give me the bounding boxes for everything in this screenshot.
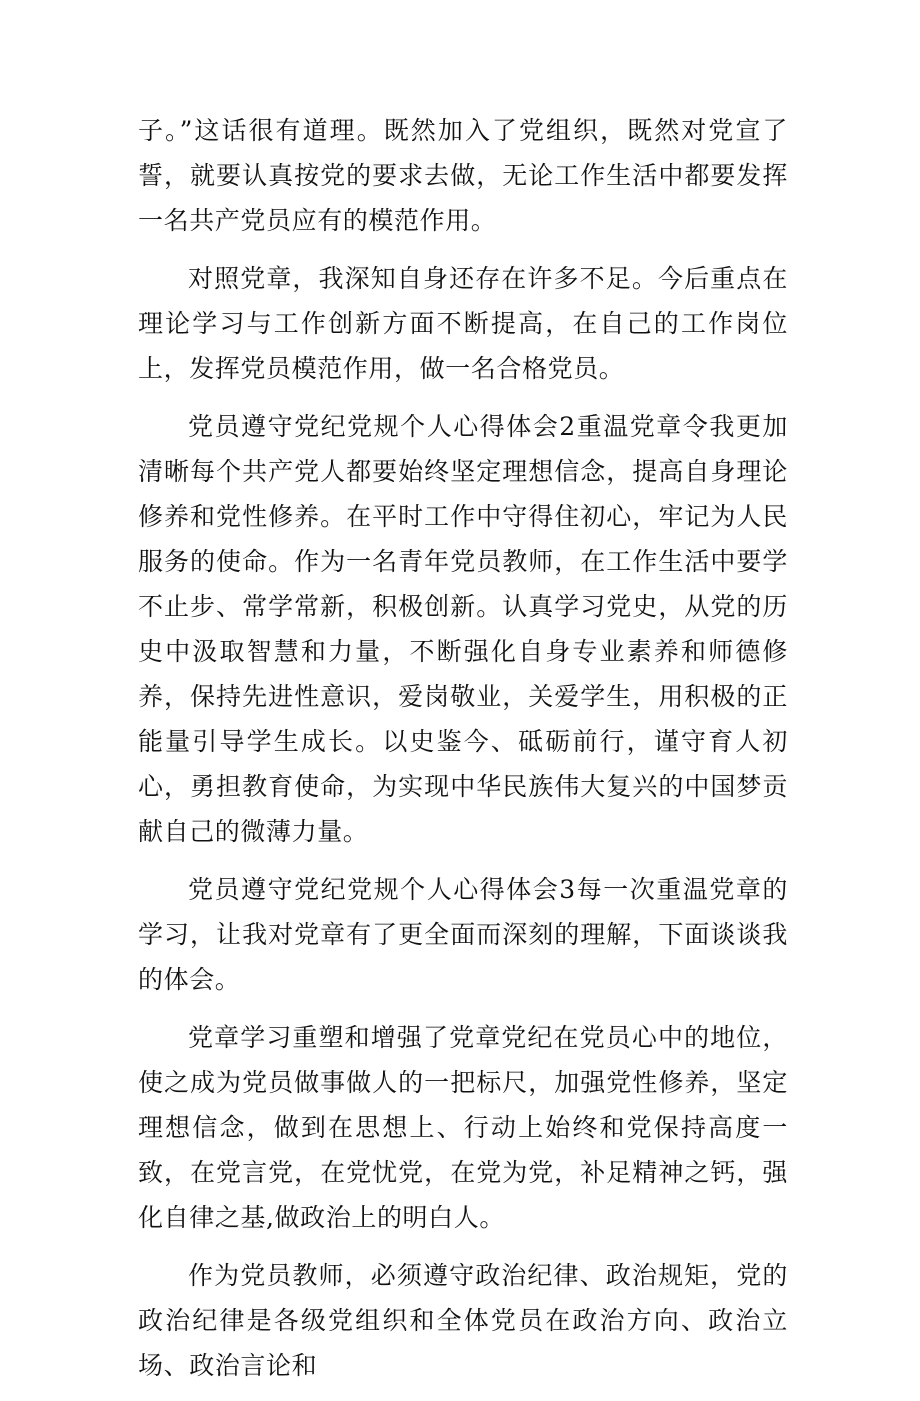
paragraph-4: 党员遵守党纪党规个人心得体会3每一次重温党章的学习，让我对党章有了更全面而深刻的理解，下面谈谈我的体会。 (138, 875, 788, 994)
document-body (138, 108, 788, 1401)
paragraph-6: 作为党员教师，必须遵守政治纪律、政治规矩，党的政治纪律是各级党组织和全体党员在政治方向、政治立场、政治言论和 (138, 1261, 788, 1380)
paragraph-3: 党员遵守党纪党规个人心得体会2重温党章令我更加清晰每个共产党人都要始终坚定理想信念，提高自身理论修养和党性修养。在平时工作中守得住初心，牢记为人民服务的使命。作为一名青年党员教师，在工作生活中要学不止步、常学常新，积极创新。认真学习党史，从党的历史中汲取智慧和力量，不断强化自身专业素养和师德修养，保持先进性意识，爱岗敬业，关爱学生，用积极的正能量引导学生成长。以史鉴今、砥砺前行，谨守育人初心，勇担教育使命，为实现中华民族伟大复兴的中国梦贡献自己的微薄力量。 (138, 412, 788, 846)
paragraph-1: 子。”这话很有道理。既然加入了党组织，既然对党宣了誓，就要认真按党的要求去做，无论工作生活中都要发挥一名共产党员应有的模范作用。 (138, 116, 788, 235)
paragraph-2: 对照党章，我深知自身还存在许多不足。今后重点在理论学习与工作创新方面不断提高，在自己的工作岗位上，发挥党员模范作用，做一名合格党员。 (138, 264, 788, 383)
paragraph-5: 党章学习重塑和增强了党章党纪在党员心中的地位，使之成为党员做事做人的一把标尺，加强党性修养，坚定理想信念，做到在思想上、行动上始终和党保持高度一致，在党言党，在党忧党，在党为党，补足精神之钙，强化自律之基,做政治上的明白人。 (138, 1023, 788, 1232)
